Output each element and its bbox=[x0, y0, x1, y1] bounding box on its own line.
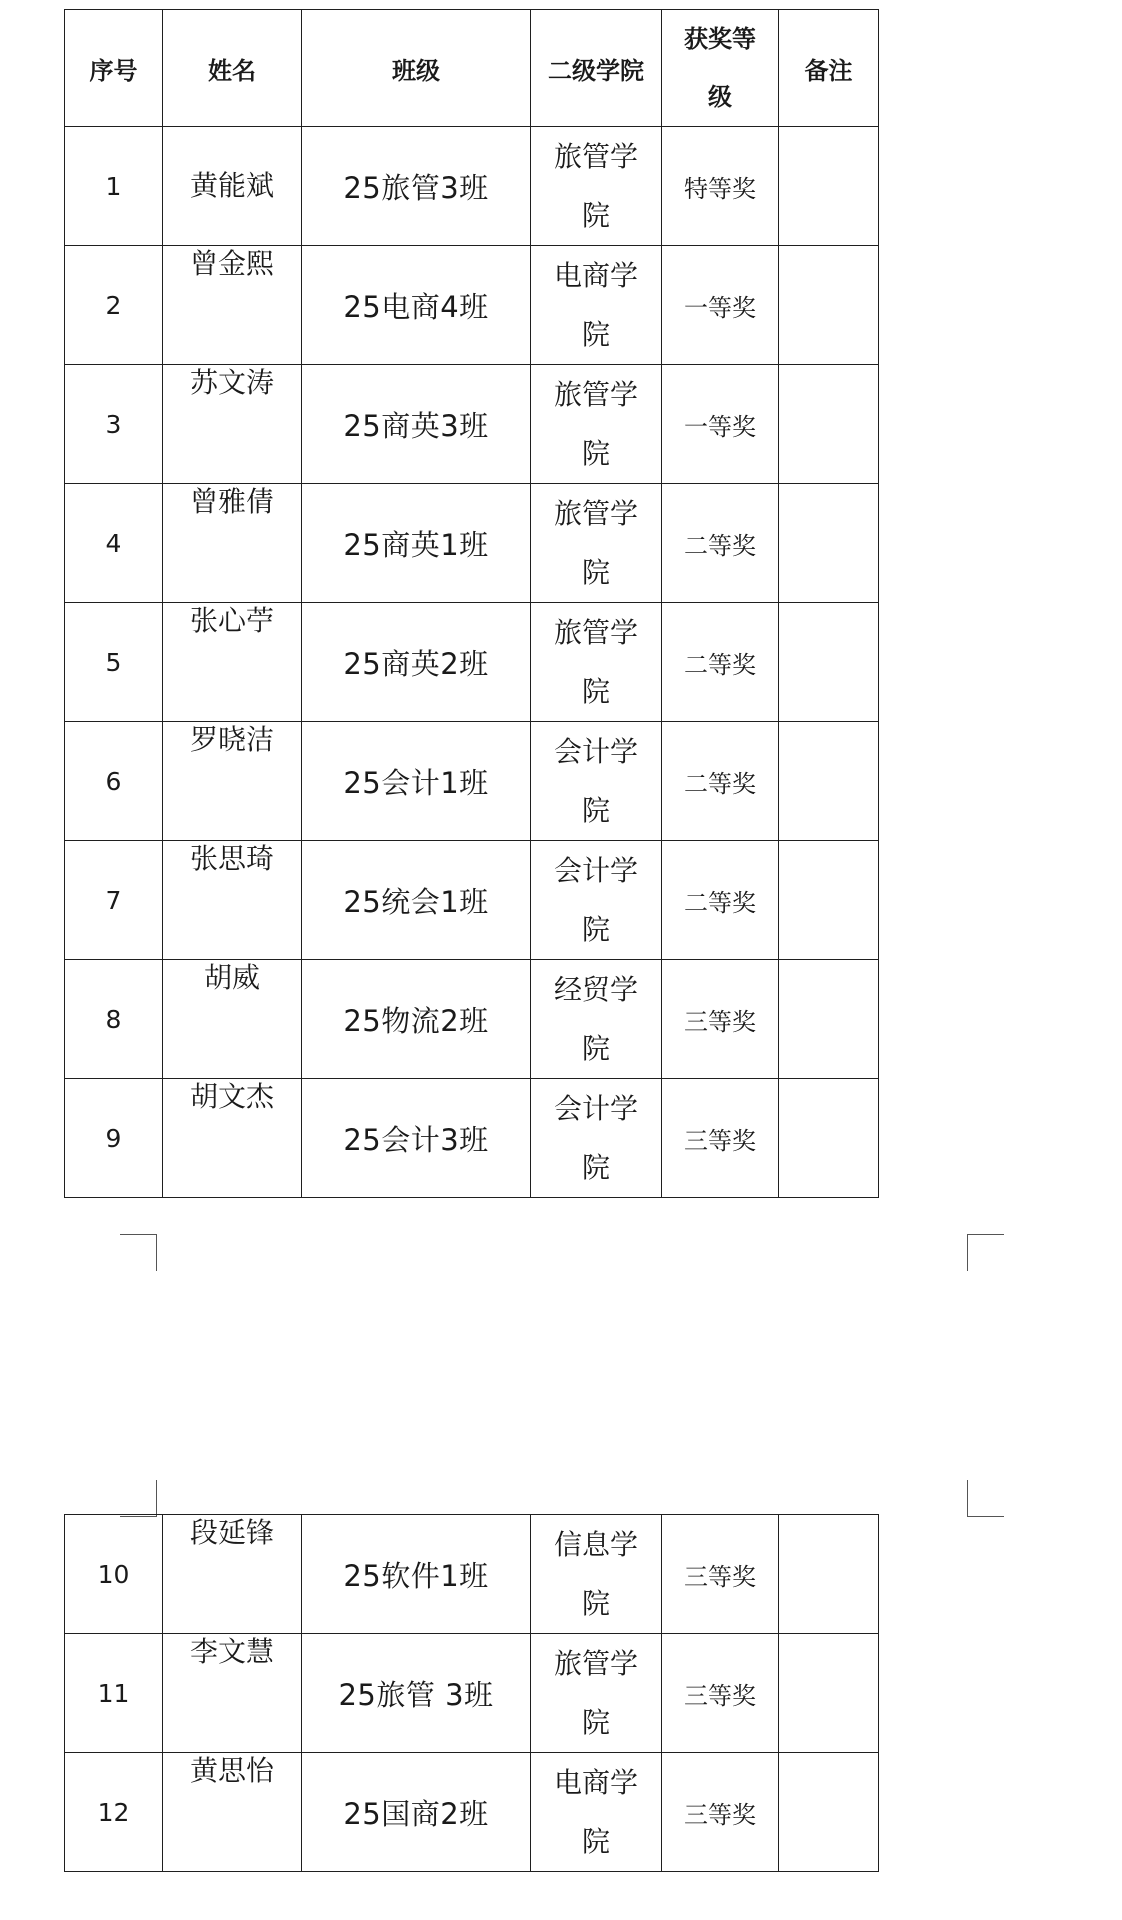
cell-class: 25商英3班 bbox=[302, 365, 531, 484]
cell-level: 二等奖 bbox=[662, 603, 779, 722]
cell-college bbox=[531, 365, 662, 484]
cell-no: 4 bbox=[65, 484, 163, 603]
cell-note bbox=[779, 841, 879, 960]
cell-class: 25旅管3班 bbox=[302, 127, 531, 246]
table-row bbox=[65, 1515, 879, 1634]
cell-no: 6 bbox=[65, 722, 163, 841]
cell-name: 罗晓洁 bbox=[163, 722, 302, 841]
cell-class: 25会计1班 bbox=[302, 722, 531, 841]
cell-college-text: 会计学院 bbox=[553, 854, 638, 946]
table-row bbox=[65, 127, 879, 246]
cell-level: 一等奖 bbox=[662, 246, 779, 365]
cell-no: 5 bbox=[65, 603, 163, 722]
cell-name: 段延锋 bbox=[163, 1515, 302, 1634]
table-row bbox=[65, 1753, 879, 1872]
cell-college-text: 电商学院 bbox=[553, 259, 638, 351]
header-name: 姓名 bbox=[163, 10, 302, 127]
cell-note bbox=[779, 1753, 879, 1872]
crop-mark-top-right bbox=[967, 1234, 1004, 1271]
cell-name: 张思琦 bbox=[163, 841, 302, 960]
cell-college bbox=[531, 246, 662, 365]
cell-level: 二等奖 bbox=[662, 841, 779, 960]
cell-name: 胡文杰 bbox=[163, 1079, 302, 1198]
cell-college-text: 电商学院 bbox=[553, 1766, 638, 1858]
cell-level: 三等奖 bbox=[662, 1515, 779, 1634]
crop-mark-top-left bbox=[120, 1234, 157, 1271]
cell-college bbox=[531, 722, 662, 841]
table-row bbox=[65, 841, 879, 960]
cell-note bbox=[779, 1515, 879, 1634]
table-row bbox=[65, 246, 879, 365]
cell-class: 25国商2班 bbox=[302, 1753, 531, 1872]
cell-college bbox=[531, 1634, 662, 1753]
cell-note bbox=[779, 365, 879, 484]
cell-college bbox=[531, 127, 662, 246]
table-row bbox=[65, 484, 879, 603]
cell-no: 12 bbox=[65, 1753, 163, 1872]
cell-no: 3 bbox=[65, 365, 163, 484]
cell-name: 李文慧 bbox=[163, 1634, 302, 1753]
table-body-page-1 bbox=[65, 127, 879, 1198]
header-level bbox=[662, 10, 779, 127]
cell-name: 曾雅倩 bbox=[163, 484, 302, 603]
cell-name: 胡威 bbox=[163, 960, 302, 1079]
table-row bbox=[65, 365, 879, 484]
cell-no: 8 bbox=[65, 960, 163, 1079]
cell-note bbox=[779, 484, 879, 603]
cell-note bbox=[779, 603, 879, 722]
cell-college bbox=[531, 1515, 662, 1634]
cell-name: 张心苧 bbox=[163, 603, 302, 722]
cell-class: 25统会1班 bbox=[302, 841, 531, 960]
cell-college bbox=[531, 1079, 662, 1198]
cell-level: 三等奖 bbox=[662, 1634, 779, 1753]
cell-college bbox=[531, 603, 662, 722]
cell-no: 9 bbox=[65, 1079, 163, 1198]
cell-level: 特等奖 bbox=[662, 127, 779, 246]
cell-note bbox=[779, 127, 879, 246]
cell-class: 25电商4班 bbox=[302, 246, 531, 365]
cell-no: 11 bbox=[65, 1634, 163, 1753]
cell-name: 黄思怡 bbox=[163, 1753, 302, 1872]
header-level-label: 获奖等级 bbox=[684, 25, 756, 111]
cell-class: 25物流2班 bbox=[302, 960, 531, 1079]
cell-college-text: 会计学院 bbox=[553, 1092, 638, 1184]
cell-class: 25会计3班 bbox=[302, 1079, 531, 1198]
table-row bbox=[65, 1634, 879, 1753]
cell-college bbox=[531, 960, 662, 1079]
header-no: 序号 bbox=[65, 10, 163, 127]
cell-college-text: 会计学院 bbox=[553, 735, 638, 827]
cell-college-text: 旅管学院 bbox=[553, 378, 638, 470]
table-header-row bbox=[65, 10, 879, 127]
cell-level: 二等奖 bbox=[662, 484, 779, 603]
cell-level: 二等奖 bbox=[662, 722, 779, 841]
cell-college-text: 信息学院 bbox=[553, 1528, 638, 1620]
cell-college-text: 旅管学院 bbox=[553, 616, 638, 708]
cell-name: 黄能斌 bbox=[163, 127, 302, 246]
cell-note bbox=[779, 246, 879, 365]
cell-note bbox=[779, 722, 879, 841]
cell-no: 2 bbox=[65, 246, 163, 365]
cell-level: 三等奖 bbox=[662, 960, 779, 1079]
cell-no: 7 bbox=[65, 841, 163, 960]
cell-college-text: 旅管学院 bbox=[553, 140, 638, 232]
cell-level: 一等奖 bbox=[662, 365, 779, 484]
award-table-page-2 bbox=[64, 1514, 879, 1872]
header-note: 备注 bbox=[779, 10, 879, 127]
table-body-page-2 bbox=[65, 1515, 879, 1872]
table-row bbox=[65, 1079, 879, 1198]
cell-no: 1 bbox=[65, 127, 163, 246]
crop-mark-bottom-right bbox=[967, 1480, 1004, 1517]
cell-college bbox=[531, 484, 662, 603]
table-row bbox=[65, 960, 879, 1079]
cell-college-text: 经贸学院 bbox=[553, 973, 638, 1065]
cell-name: 苏文涛 bbox=[163, 365, 302, 484]
cell-college bbox=[531, 1753, 662, 1872]
header-college: 二级学院 bbox=[531, 10, 662, 127]
cell-class: 25软件1班 bbox=[302, 1515, 531, 1634]
cell-level: 三等奖 bbox=[662, 1079, 779, 1198]
table-row bbox=[65, 603, 879, 722]
table-row bbox=[65, 722, 879, 841]
award-table-page-1 bbox=[64, 9, 879, 1198]
cell-college-text: 旅管学院 bbox=[553, 497, 638, 589]
cell-college-text: 旅管学院 bbox=[553, 1647, 638, 1739]
cell-no: 10 bbox=[65, 1515, 163, 1634]
cell-note bbox=[779, 960, 879, 1079]
cell-level: 三等奖 bbox=[662, 1753, 779, 1872]
cell-note bbox=[779, 1079, 879, 1198]
cell-class: 25旅管 3班 bbox=[302, 1634, 531, 1753]
cell-name: 曾金熙 bbox=[163, 246, 302, 365]
cell-class: 25商英2班 bbox=[302, 603, 531, 722]
cell-note bbox=[779, 1634, 879, 1753]
crop-mark-bottom-left bbox=[120, 1480, 157, 1517]
header-class: 班级 bbox=[302, 10, 531, 127]
cell-class: 25商英1班 bbox=[302, 484, 531, 603]
cell-college bbox=[531, 841, 662, 960]
